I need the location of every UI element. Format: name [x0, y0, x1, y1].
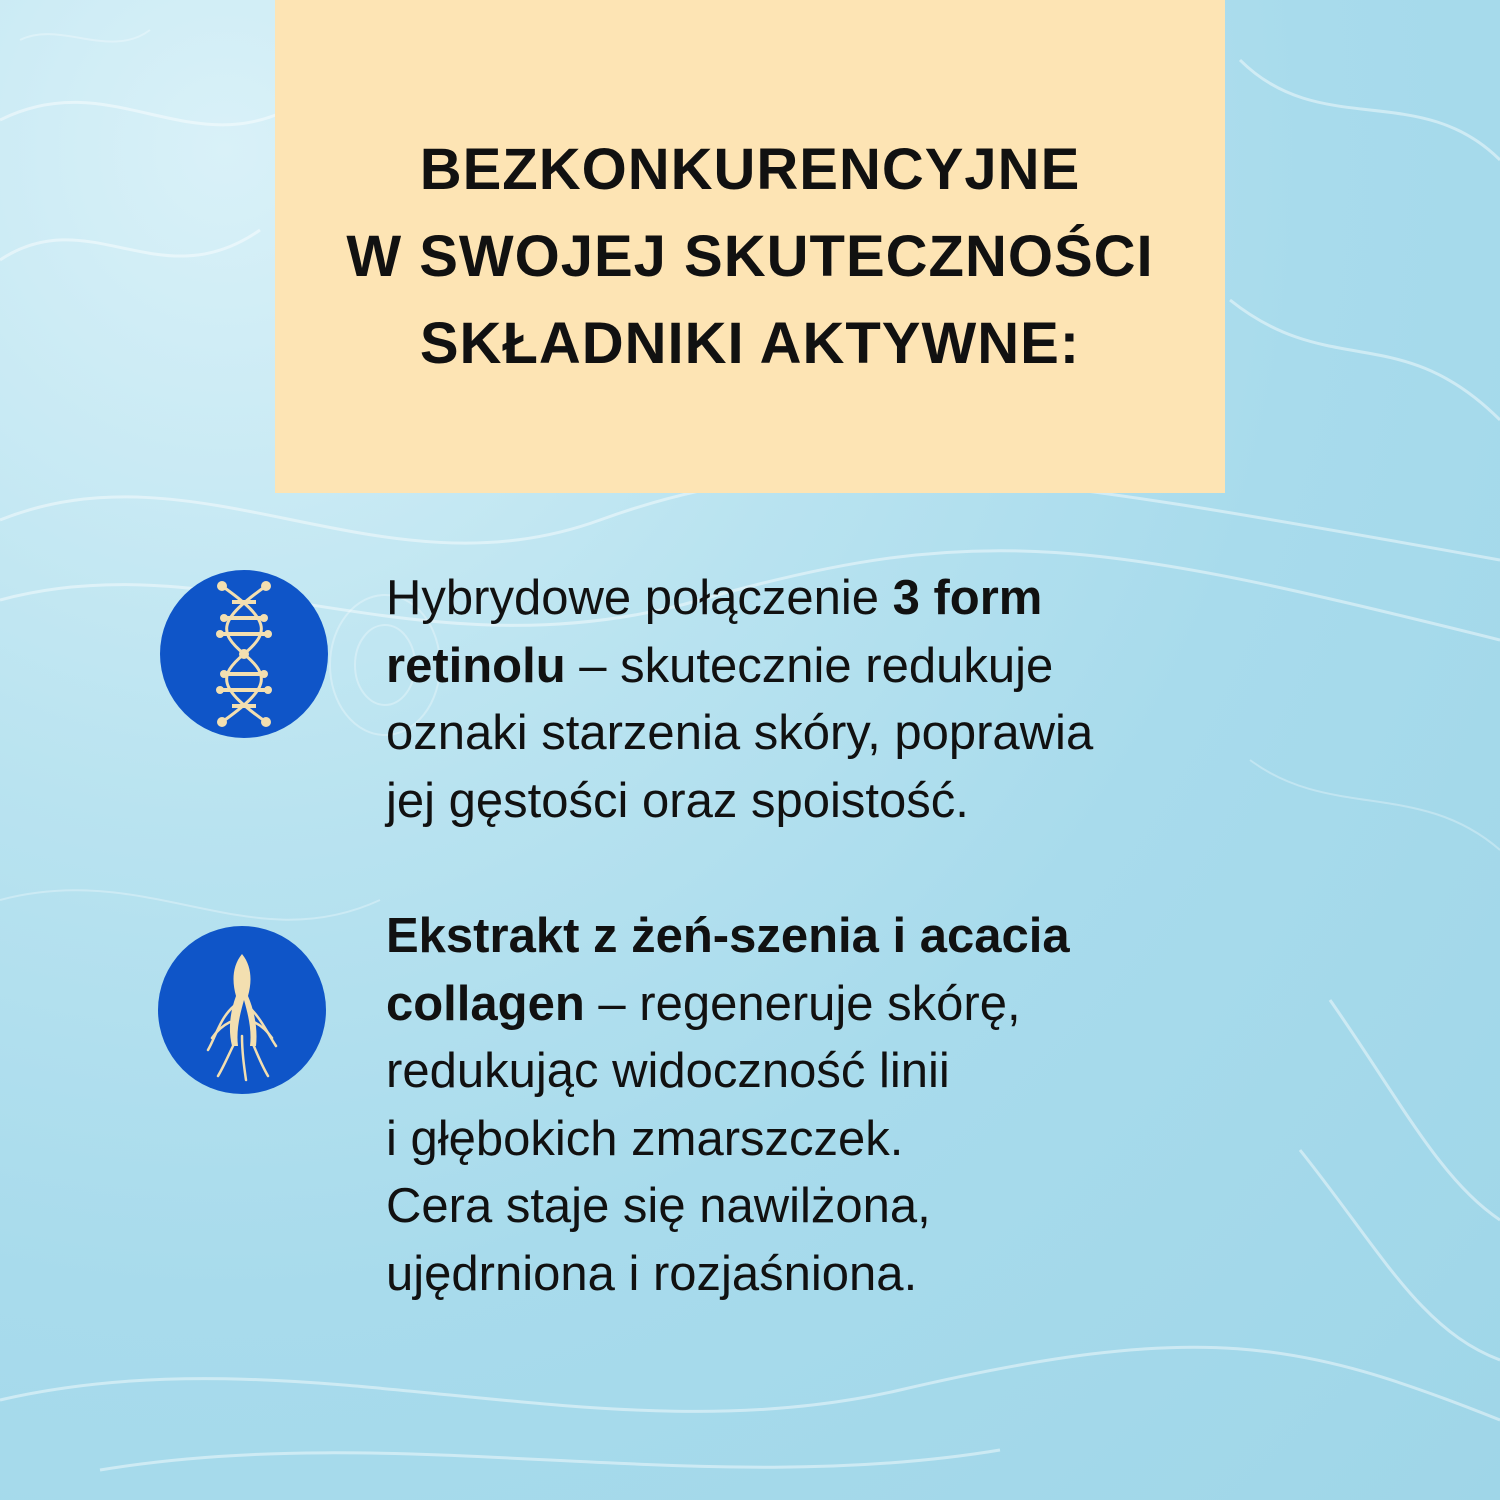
- ginseng-line-6: ujędrniona i rozjaśniona.: [386, 1246, 918, 1301]
- retinol-line-1-text: Hybrydowe połączenie: [386, 571, 893, 625]
- ginseng-line-1: [386, 903, 1466, 971]
- headline-line-2: W SWOJEJ SKUTECZNOŚCI: [346, 224, 1154, 289]
- ginseng-line-1-bold: Ekstrakt z żeń-szenia i acacia: [386, 909, 1070, 963]
- retinol-description: [386, 565, 1466, 835]
- ginseng-line-4: i głębokich zmarszczek.: [386, 1111, 904, 1166]
- retinol-line-1-bold: 3 form: [892, 571, 1043, 625]
- ginseng-line-2: [386, 971, 1466, 1039]
- dna-icon: [160, 570, 328, 738]
- ginseng-line-2-bold: collagen: [386, 976, 585, 1031]
- headline-line-3: SKŁADNIKI AKTYWNE:: [419, 311, 1081, 376]
- retinol-line-1: [386, 565, 1466, 633]
- ginseng-line-5: Cera staje się nawilżona,: [386, 1179, 931, 1233]
- ginseng-root-icon: [158, 926, 326, 1094]
- retinol-line-2: [386, 633, 1466, 701]
- ginseng-line-2-text: – regeneruje skórę,: [584, 976, 1021, 1031]
- retinol-line-2-text: – skutecznie redukuje: [565, 638, 1054, 693]
- retinol-line-2-bold: retinolu: [386, 638, 566, 693]
- retinol-line-4: jej gęstości oraz spoistość.: [386, 773, 969, 828]
- headline-box: [275, 0, 1225, 493]
- headline-line-1: BEZKONKURENCYJNE: [419, 137, 1081, 202]
- retinol-line-3: oznaki starzenia skóry, poprawia: [386, 706, 1094, 760]
- ginseng-line-3: redukując widoczność linii: [386, 1044, 950, 1098]
- ginseng-description: [386, 903, 1466, 1308]
